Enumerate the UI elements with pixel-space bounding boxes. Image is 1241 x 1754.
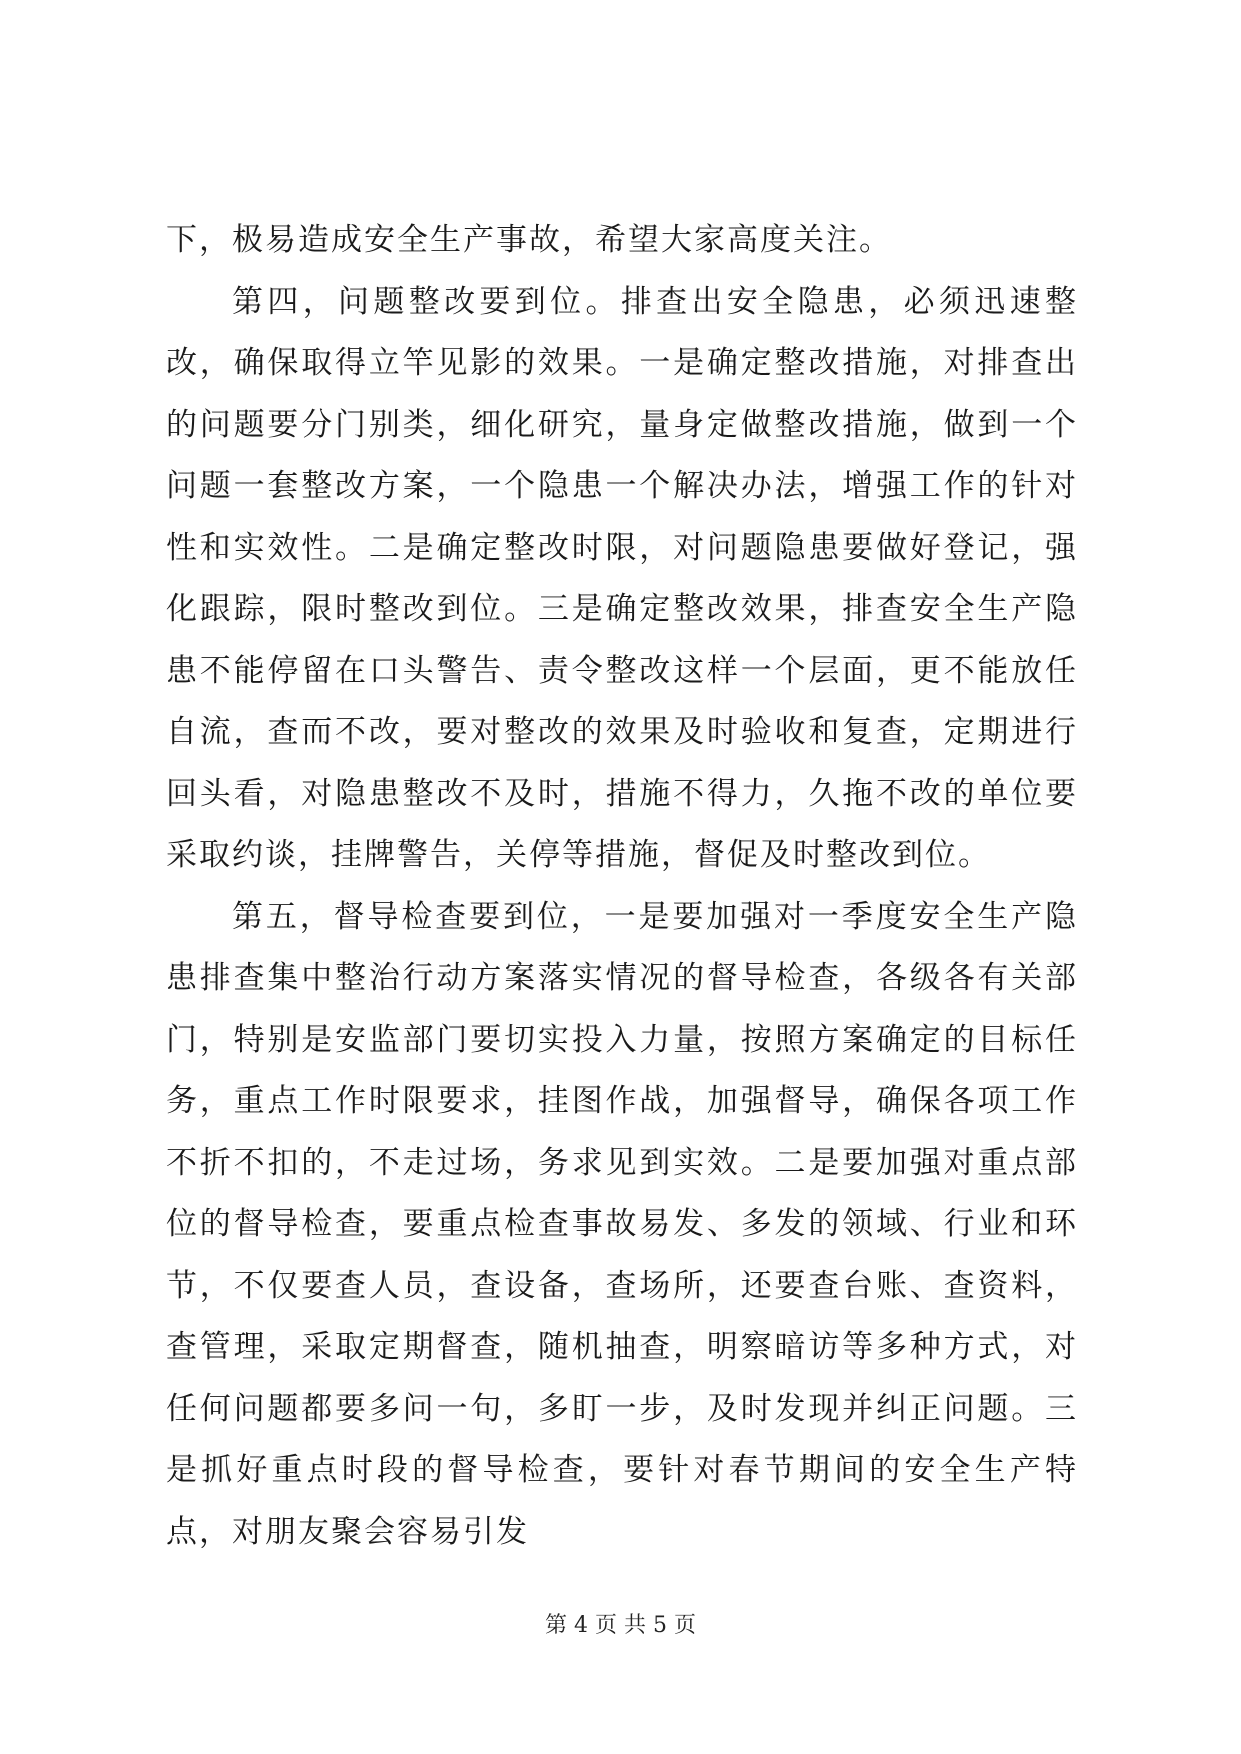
document-body [166,210,1078,1563]
paragraph-continuation: 下，极易造成安全生产事故，希望大家高度关注。 [166,222,892,258]
paragraph-item-five: 第五，督导检查要到位，一是要加强对一季度安全生产隐患排查集中整治行动方案落实情况的督导检查，各级各有关部门，特别是安监部门要切实投入力量，按照方案确定的目标任务，重点工作时限要求，挂图作战，加强督导，确保各项工作不折不扣的，不走过场，务求见到实效。二是要加强对重点部位的督导检查，要重点检查事故易发、多发的领域、行业和环节，不仅要查人员，查设备，查场所，还要查台账、查资料，查管理，采取定期督查，随机抽查，明察暗访等多种方式，对任何问题都要多问一句，多盯一步，及时发现并纠正问题。三是抓好重点时段的督导检查，要针对春节期间的安全生产特点，对朋友聚会容易引发 [166,898,1078,1550]
paragraph-item-four: 第四，问题整改要到位。排查出安全隐患，必须迅速整改，确保取得立竿见影的效果。一是确定整改措施，对排查出的问题要分门别类，细化研究，量身定做整改措施，做到一个问题一套整改方案，一个隐患一个解决办法，增强工作的针对性和实效性。二是确定整改时限，对问题隐患要做好登记，强化跟踪，限时整改到位。三是确定整改效果，排查安全生产隐患不能停留在口头警告、责令整改这样一个层面，更不能放任自流，查而不改，要对整改的效果及时验收和复查，定期进行回头看，对隐患整改不及时，措施不得力，久拖不改的单位要采取约谈，挂牌警告，关停等措施，督促及时整改到位。 [166,283,1078,873]
page-number-footer: 第 4 页 共 5 页 [545,1613,696,1638]
